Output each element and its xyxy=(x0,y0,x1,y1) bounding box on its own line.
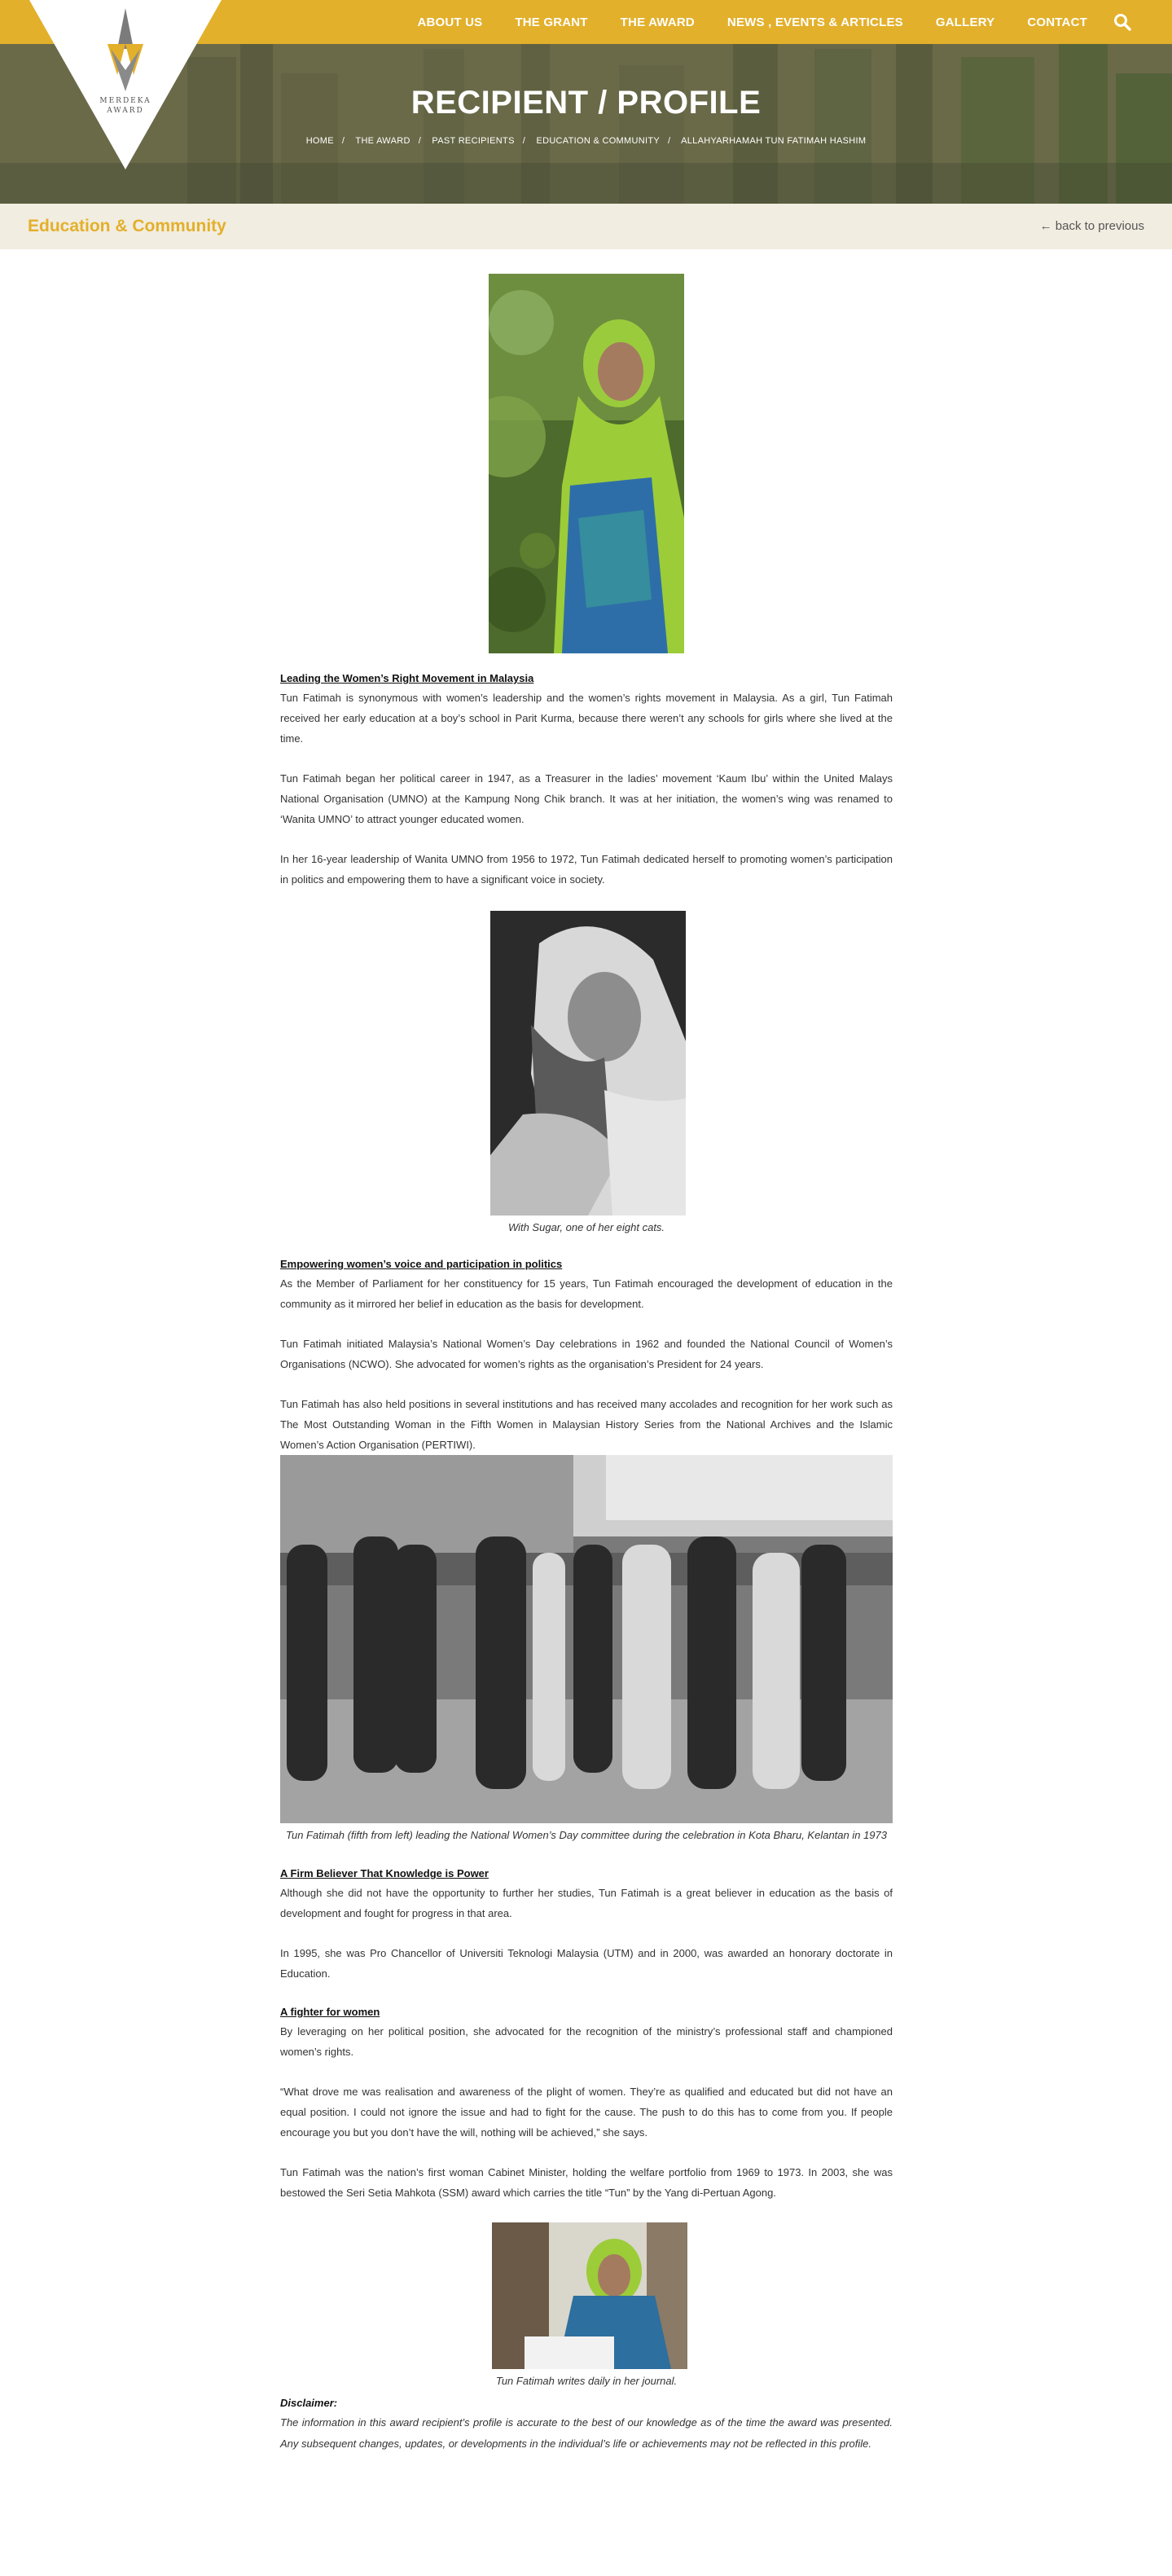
back-to-previous-link[interactable]: ← back to previous xyxy=(1039,219,1144,233)
nav-the-grant[interactable]: THE GRANT xyxy=(515,15,588,29)
portrait-photo xyxy=(489,274,684,653)
paragraph: By leveraging on her political position, she advocated for the recognition of the ministry’s professional staff and championed women’s rights. xyxy=(280,2025,893,2058)
womens-day-march-photo xyxy=(280,1455,893,1823)
paragraph: In 1995, she was Pro Chancellor of Universiti Teknologi Malaysia (UTM) and in 2000, was awarded an honorary doctorate in Education. xyxy=(280,1947,893,1980)
paragraph: Although she did not have the opportunity to further her studies, Tun Fatimah is a great believer in education as the basis of development and fought for progress in that area. xyxy=(280,1887,893,1919)
breadcrumb-the-award[interactable]: THE AWARD xyxy=(355,136,410,146)
nav-news-events-articles[interactable]: NEWS , EVENTS & ARTICLES xyxy=(726,15,903,29)
quote-paragraph: “What drove me was realisation and awareness of the plight of women. They’re as qualified and educated but did not have an equal position. I could not ignore the issue and had to fight for the cause. The push to do this has to come from you. If people encourage you but you don’t have the will, nothing will be achieved,” she says. xyxy=(280,2086,893,2139)
nav-gallery[interactable]: GALLERY xyxy=(935,15,995,29)
category-bar xyxy=(0,204,1172,249)
section-heading-leading-movement: Leading the Women’s Right Movement in Malaysia xyxy=(280,672,534,684)
section-heading-empowering-women: Empowering women’s voice and participation in politics xyxy=(280,1258,563,1270)
disclaimer-text: The information in this award recipient’s profile is accurate to the best of our knowledge as of the time the award was presented. Any subsequent changes, updates, or developments in the individual’s life or achievements may not be reflected in this profile. xyxy=(280,2416,893,2450)
section-heading-fighter-for-women: A fighter for women xyxy=(280,2006,380,2018)
main-nav xyxy=(384,0,1131,44)
paragraph: In her 16-year leadership of Wanita UMNO from 1956 to 1972, Tun Fatimah dedicated herself to promoting women’s participation in politics and empowering them to have a significant voice in society. xyxy=(280,853,893,886)
photo-caption: Tun Fatimah writes daily in her journal. xyxy=(495,2375,678,2387)
search-icon[interactable] xyxy=(1113,13,1131,31)
paragraph: Tun Fatimah began her political career in 1947, as a Treasurer in the ladies’ movement ‘Kaum Ibu’ within the United Malays National Organisation (UMNO) at the Kampung Nong Chik branch. It was at her initiation, the women’s wing was renamed to ‘Wanita UMNO’ to attract younger educated women. xyxy=(280,772,893,825)
page-title: RECIPIENT / PROFILE xyxy=(410,85,762,121)
nav-the-award[interactable]: THE AWARD xyxy=(620,15,695,29)
nav-about-us[interactable]: ABOUT US xyxy=(417,15,483,29)
breadcrumb: HOME / THE AWARD / PAST RECIPIENTS / EDUCATION & COMMUNITY / ALLAHYARHAMAH TUN FATIMAH HASHIM xyxy=(305,136,867,146)
profile-content xyxy=(280,249,893,2455)
hero-banner xyxy=(0,0,1172,204)
paragraph: Tun Fatimah is synonymous with women’s leadership and the women’s rights movement in Malaysia. As a girl, Tun Fatimah received her early education at a boy’s school in Parit Kurma, because there weren’t any schools for girls where she lived at the time. xyxy=(280,692,893,745)
nav-contact[interactable]: CONTACT xyxy=(1027,15,1087,29)
photo-caption: Tun Fatimah (fifth from left) leading the National Women’s Day committee during the celebration in Kota Bharu, Kelantan in 1973 xyxy=(285,1829,888,1841)
breadcrumb-current-recipient: ALLAHYARHAMAH TUN FATIMAH HASHIM xyxy=(681,136,867,146)
breadcrumb-education-community[interactable]: EDUCATION & COMMUNITY xyxy=(536,136,660,146)
section-heading-knowledge-power: A Firm Believer That Knowledge is Power xyxy=(280,1867,489,1879)
cat-photo xyxy=(490,911,686,1215)
breadcrumb-past-recipients[interactable]: PAST RECIPIENTS xyxy=(432,136,515,146)
photo-caption: With Sugar, one of her eight cats. xyxy=(507,1221,665,1233)
paragraph: As the Member of Parliament for her constituency for 15 years, Tun Fatimah encouraged the development of education in the community as it mirrored her belief in education as the basis for development. xyxy=(280,1277,893,1310)
paragraph: Tun Fatimah was the nation’s first woman Cabinet Minister, holding the welfare portfolio from 1969 to 1973. In 2003, she was bestowed the Seri Setia Mahkota (SSM) award which carries the title “Tun” by the Yang di-Pertuan Agong. xyxy=(280,2166,893,2199)
logo-text-line1: MERDEKA xyxy=(99,97,151,105)
paragraph: Tun Fatimah has also held positions in several institutions and has received many accolades and recognition for her work such as The Most Outstanding Woman in the Fifth Women in Malaysian History Series from the National Archives and the Islamic Women’s Action Organisation (PERTIWI). xyxy=(280,1398,893,1451)
logo-text-line2: AWARD xyxy=(107,107,144,115)
journal-photo xyxy=(492,2222,687,2369)
paragraph: Tun Fatimah initiated Malaysia’s National Women’s Day celebrations in 1962 and founded the National Council of Women’s Organisations (NCWO). She advocated for women’s rights as the organisation’s President for 24 years. xyxy=(280,1338,893,1370)
disclaimer-title: Disclaimer: xyxy=(280,2397,338,2409)
breadcrumb-home[interactable]: HOME xyxy=(305,136,334,146)
category-label: Education & Community xyxy=(28,217,226,235)
